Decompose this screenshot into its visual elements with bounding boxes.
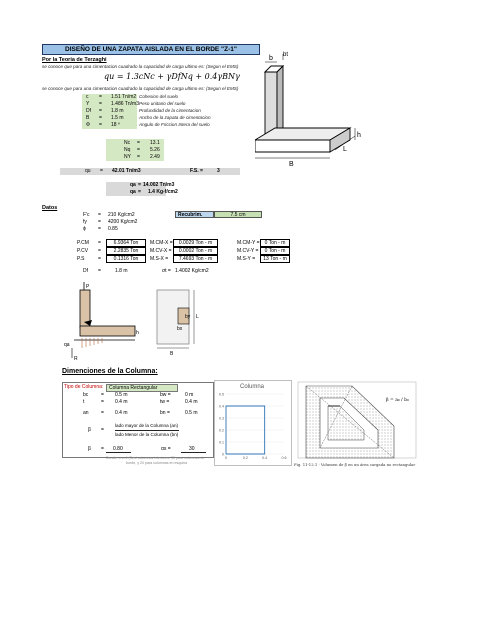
column-dim-symbol-2: bw =	[160, 392, 171, 398]
moment-x-value[interactable]: 7.4693 Ton - m	[173, 255, 218, 263]
chart-y-tick-label: 0	[222, 452, 224, 457]
moment-x-value[interactable]: 0.0029 Ton - m	[173, 239, 218, 247]
qa-block	[106, 182, 178, 196]
factor-equals: =	[137, 147, 140, 153]
soil-param-symbol: B	[86, 115, 90, 121]
soil-param-equals: =	[99, 101, 102, 107]
chart-x-tick-label: 0	[225, 456, 227, 460]
column-dim-value: 0.4 m	[115, 410, 128, 416]
alpha-s-value: 30	[189, 446, 195, 452]
column-dim-value-2: 0 m	[185, 392, 194, 398]
beta-row-equals: =	[101, 446, 104, 452]
column-dim-symbol-2: bn =	[160, 410, 170, 416]
beta-denominator: lado Menor de la Columna (bn)	[115, 432, 179, 437]
qu-value: 42.01 Tn/m3	[112, 168, 141, 174]
soil-param-value: 1.8 m	[111, 108, 124, 114]
alpha-s-label: αs =	[161, 446, 171, 452]
df-symbol: Df	[83, 268, 88, 274]
fs-value: 3	[217, 168, 220, 174]
plan-label-bx: bx	[177, 326, 183, 332]
factor-value: 2.49	[150, 154, 160, 160]
load-value[interactable]: 0.1316 Ton	[106, 255, 146, 263]
qa-symbol-2: qa	[130, 189, 136, 195]
chart-x-tick-label: 0.6	[281, 456, 287, 460]
chart-title: Columna	[239, 384, 265, 390]
beta-value: 0.80	[113, 446, 123, 452]
plan-label-by: by	[185, 314, 191, 320]
label-bt: bt	[283, 52, 289, 58]
material-equals: =	[98, 212, 101, 218]
soil-param-symbol: Df	[86, 108, 91, 114]
beta-underline	[106, 452, 131, 453]
soil-param-bg	[82, 122, 137, 129]
section-label-h: h	[136, 330, 139, 336]
terzaghi-heading: Por la Teoria de Terzaghi	[42, 57, 107, 63]
material-equals: =	[98, 219, 101, 225]
columna-chart	[214, 380, 290, 464]
chart-y-tick-label: 0.2	[219, 428, 224, 433]
moment-x-label: M.CV-X =	[150, 248, 172, 254]
moment-x-value[interactable]: 0.0002 Ton - m	[173, 247, 218, 255]
moment-x-label: M.S-X =	[150, 256, 169, 262]
soil-param-desc: Ancho de la zapata de cimentacion	[139, 115, 211, 120]
terzaghi-note-1: se conoce que para una cimentacion cuadrado la capacidad de carga ultimo es: (Segun el EMS)	[42, 64, 239, 69]
chart-y-tick-label: 0.5	[219, 392, 224, 397]
qa-eq-2: =	[138, 189, 141, 195]
column-dim-equals: =	[101, 392, 104, 398]
factor-symbol: Nc	[124, 140, 131, 146]
recubrim-label: Recubrim.	[175, 211, 214, 218]
sigma-label: σt =	[162, 268, 171, 274]
soil-param-equals: =	[99, 108, 102, 114]
alpha-underline	[181, 452, 206, 453]
plan-label-B: B	[170, 351, 174, 356]
reference-figure	[294, 378, 420, 462]
tipo-columna-select[interactable]: Columna Rectangular	[106, 384, 178, 392]
chart-x-tick-label: 0.4	[262, 456, 268, 460]
moment-y-value[interactable]: 0 Ton - m	[260, 247, 290, 255]
soil-param-value: 1.51 Tn/m2	[111, 94, 137, 100]
chart-y-tick-label: 0.3	[219, 416, 224, 421]
label-b: b	[269, 55, 273, 62]
footnote-1: Donde: α s=4 (Sesi columnas interiores, 30 para columnas de	[106, 456, 205, 460]
factor-symbol: Nq	[124, 147, 131, 153]
beta-formula-text: β = a₀ / b₀	[386, 398, 409, 403]
qa-eq-1: =	[138, 182, 141, 188]
plan-label-L: L	[196, 314, 199, 320]
material-symbol: ϕ	[83, 226, 86, 232]
chart-y-tick-label: 0.4	[219, 404, 224, 409]
column-dim-symbol-2: tw =	[160, 399, 170, 405]
load-symbol: P.CM	[77, 240, 89, 246]
label-B: B	[289, 161, 294, 168]
moment-x-label: M.CM-X =	[150, 240, 173, 246]
column-dim-equals: =	[101, 410, 104, 416]
factor-symbol: NY	[124, 154, 131, 160]
terzaghi-note-2: se conoce que para una cimentacion cuadrado la capacidad de carga ultimo es: (Segun el EMS)	[42, 86, 239, 91]
soil-param-symbol: Y	[86, 101, 90, 107]
figure-caption: Fig. 11-12.1 · Volumen de β en un área cargada no rectangular	[294, 462, 416, 467]
chart-y-tick-label: 0.1	[219, 440, 224, 445]
footing-3d-sketch	[255, 50, 365, 170]
column-dim-value: 0.5 m	[115, 392, 128, 398]
beta-fraction-line	[115, 430, 179, 431]
sigma-value: 1.4002 Kg/cm2	[175, 268, 209, 274]
beta-equals: =	[101, 427, 104, 433]
soil-param-value: 18 º	[111, 122, 120, 128]
soil-param-equals: =	[99, 115, 102, 121]
section-label-p: P	[86, 284, 90, 290]
factor-equals: =	[137, 154, 140, 160]
moment-y-value[interactable]: 13 Ton - m	[260, 255, 290, 263]
load-value[interactable]: 2.2835 Ton	[106, 247, 146, 255]
material-value: 0.85	[108, 226, 118, 232]
soil-param-desc: Angulo de Friccion Intera del suelo	[139, 122, 210, 127]
material-equals: =	[98, 226, 101, 232]
column-dim-equals: =	[101, 399, 104, 405]
soil-param-value: 1.486 Tn/m3	[111, 101, 139, 107]
material-value: 4200 Kg/cm2	[108, 219, 138, 225]
moment-y-label: M.CM-Y =	[237, 240, 260, 246]
footing-section-sketch	[62, 282, 142, 362]
factor-value: 13.1	[150, 140, 160, 146]
soil-param-bg	[82, 115, 137, 122]
df-equals: =	[98, 268, 101, 274]
load-symbol: P.CV	[77, 248, 89, 254]
soil-param-symbol: Φ	[86, 122, 90, 128]
chart-x-tick-label: 0.2	[242, 456, 248, 460]
datos-heading: Datos	[42, 205, 58, 211]
load-value[interactable]: 6.9364 Ton	[106, 239, 146, 247]
page-title: DISEÑO DE UNA ZAPATA AISLADA EN EL BORDE "Z-1"	[42, 44, 260, 55]
material-symbol: fy	[83, 219, 87, 225]
soil-param-symbol: c	[86, 94, 89, 100]
columna-heading: Dimenciones de la Columna:	[62, 368, 158, 375]
soil-param-equals: =	[99, 122, 102, 128]
column-dim-value: 0.4 m	[115, 399, 128, 405]
footing-plan-sketch	[152, 288, 202, 356]
moment-y-value[interactable]: 0 Ton - m	[260, 239, 290, 247]
column-dim-value-2: 0.5 m	[185, 410, 198, 416]
column-dim-symbol: t	[83, 399, 85, 405]
fs-label: F.S. =	[190, 168, 203, 174]
section-label-r: R	[74, 356, 78, 362]
soil-param-equals: =	[99, 94, 102, 100]
qa-symbol-1: qa	[130, 182, 136, 188]
material-value: 210 Kg/cm2	[108, 212, 135, 218]
footnote-2: borde, y 20 para columnas en esquina	[126, 461, 188, 465]
soil-param-desc: Cohesion del suelo	[139, 94, 179, 99]
label-L: L	[343, 146, 347, 153]
load-symbol: P.S	[77, 256, 85, 262]
qa-value-tn: 14.002 Tn/m3	[143, 182, 175, 188]
soil-param-desc: Profundidad de la cimentacion	[139, 108, 201, 113]
factor-equals: =	[137, 140, 140, 146]
qu-symbol: qu	[85, 168, 91, 174]
tipo-columna-label: Tipo de Columna:	[64, 384, 104, 390]
column-dim-symbol: an	[83, 410, 89, 416]
soil-param-desc: Peso unitario del suelo	[139, 101, 186, 106]
load-equals: =	[98, 256, 101, 262]
factor-value: 5.26	[150, 147, 160, 153]
label-h: h	[357, 132, 361, 139]
terzaghi-formula: qu = 1.3cNc + γDfNq + 0.4γBNγ	[104, 72, 240, 81]
beta-symbol: β	[88, 427, 91, 433]
soil-param-value: 1.5 m	[111, 115, 124, 121]
qu-equals: =	[100, 168, 103, 174]
qu-row	[60, 168, 240, 175]
load-equals: =	[98, 240, 101, 246]
beta-row-symbol: β	[88, 446, 91, 452]
section-label-qa: qa	[64, 342, 70, 348]
recubrim-value[interactable]: 7.5 cm	[214, 211, 262, 218]
df-value: 1.8 m	[115, 268, 128, 274]
moment-y-label: M.CV-Y =	[237, 248, 259, 254]
load-equals: =	[98, 248, 101, 254]
beta-numerator: lado mayor de la Columna (an)	[115, 423, 179, 428]
beta-area-figure	[294, 378, 420, 462]
material-symbol: F'c	[83, 212, 90, 218]
qa-value-kg: 1.4 Kg-f/cm2	[148, 189, 178, 195]
column-dim-symbol: bc	[83, 392, 89, 398]
column-dim-value-2: 0.4 m	[185, 399, 198, 405]
moment-y-label: M.S-Y =	[237, 256, 256, 262]
